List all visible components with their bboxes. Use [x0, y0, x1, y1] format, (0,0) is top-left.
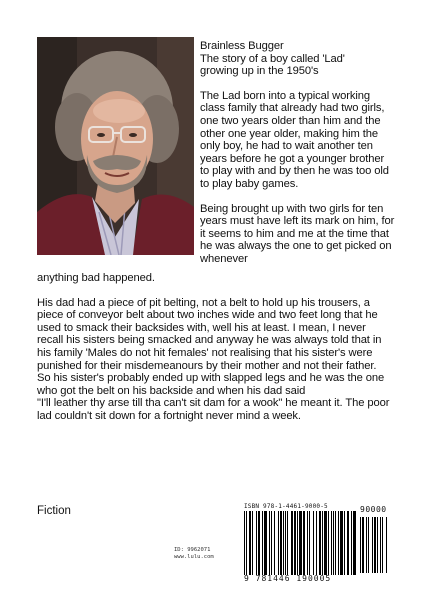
book-title: Brainless Bugger — [200, 40, 284, 52]
blurb-paragraph-4: So his sister's probably ended up with slapped legs and he was the one who got the belt on his backside and when his dad said — [37, 372, 385, 397]
publisher-id: ID: 9962071 — [174, 547, 211, 553]
blurb-paragraph-2: Being brought up with two girls for ten years must have left its mark on him, for it seems to him and me at the time that he was always the one to get picked on whenever — [200, 202, 395, 265]
addon-barcode-bars — [360, 517, 394, 577]
book-subtitle-line-1: The story of a boy called 'Lad' — [200, 52, 345, 65]
ean-barcode-bars — [244, 511, 356, 575]
ean-digits: 9 781446 190005 — [244, 574, 332, 583]
book-subtitle-line-2: growing up in the 1950's — [200, 65, 319, 78]
isbn-text: ISBN 978-1-4461-9000-5 — [244, 503, 328, 510]
blurb-paragraph-5: "I'll leather thy arse till tha can't sit dam for a wook" he meant it. The poor lad couldn't sit down for a fortnight never mind a week. — [37, 397, 390, 422]
blurb-paragraph-3: His dad had a piece of pit belting, not a belt to hold up his trousers, a piece of conveyor belt about two inches wide and two feet long that he used to smack their backsides with, well his at least. I mean, I never recall his sisters being smacked and anyway he was always told that in his family 'Males do not hit females' not realising that his sister's were punished for their misdemeanours by their mother and not their father. — [37, 296, 382, 372]
isbn-barcode — [244, 503, 396, 587]
intro-text-column — [200, 40, 396, 278]
author-photo — [37, 37, 194, 255]
main-text-column — [37, 272, 393, 435]
book-title-block — [200, 40, 396, 78]
publisher-url: www.lulu.com — [174, 554, 214, 560]
price-code: 90000 — [360, 505, 387, 514]
publisher-info — [174, 547, 234, 561]
blurb-paragraph-1: The Lad born into a typical working class family that already had two girls, one two years older than him and the other one year older, making him the only boy, he had to wait another ten years before he got a younger brother to play with and by then he was too old to play baby games. — [200, 89, 389, 190]
genre-label: Fiction — [37, 505, 71, 517]
blurb-continuation: anything bad happened. — [37, 272, 155, 284]
